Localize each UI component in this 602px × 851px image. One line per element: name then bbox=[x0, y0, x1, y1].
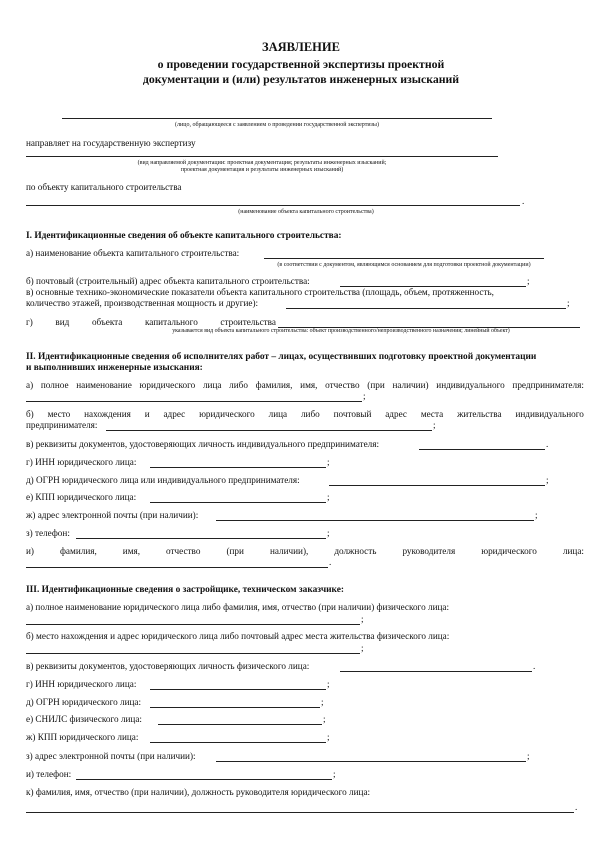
s1-g-word: вид bbox=[55, 317, 70, 327]
s1-v-field[interactable] bbox=[286, 308, 566, 309]
s3-k-end: . bbox=[575, 802, 578, 812]
s1-v-end: ; bbox=[567, 298, 570, 308]
s1-v-label-1: в) основные технико-экономические показатели объекта капитального строительства (площадь, объем, протяженность, bbox=[26, 287, 494, 297]
applicant-caption: (лицо, обращающееся с заявлением о проведении государственной экспертизы) bbox=[175, 122, 379, 128]
s1-b-label: б) почтовый (строительный) адрес объекта капитального строительства: bbox=[26, 276, 310, 286]
s1-g-word: капитального bbox=[144, 317, 198, 327]
s2-a-word: лица bbox=[202, 380, 222, 390]
s2-e-field[interactable] bbox=[150, 502, 326, 503]
s2-a-word: фамилия, bbox=[255, 380, 293, 390]
s2-b-word: почтовый bbox=[333, 409, 372, 419]
s2-v-label: в) реквизиты документов, удостоверяющих личность индивидуального предпринимателя: bbox=[26, 439, 380, 449]
s2-a-field[interactable] bbox=[26, 401, 362, 402]
s2-i-word: наличии), bbox=[269, 546, 309, 556]
s2-a-word: (при bbox=[367, 380, 385, 390]
s2-a-word: предпринимателя: bbox=[512, 380, 584, 390]
s2-b-end: ; bbox=[433, 420, 436, 430]
s2-v-field[interactable] bbox=[419, 449, 545, 450]
s2-v-end: . bbox=[546, 439, 549, 449]
s2-zh-field[interactable] bbox=[216, 520, 534, 521]
documentation-type-field[interactable] bbox=[26, 156, 498, 157]
documentation-type-caption-1: (вид направляемой документации: проектная документация; результаты инженерных изысканий; bbox=[137, 160, 387, 166]
s1-b-end: ; bbox=[527, 276, 530, 286]
s2-b-word: адрес bbox=[163, 409, 186, 419]
s3-g-label: г) ИНН юридического лица: bbox=[26, 679, 137, 689]
s2-i-field[interactable] bbox=[26, 567, 328, 568]
s2-b-word: лица bbox=[268, 409, 288, 419]
s3-k-field[interactable] bbox=[26, 812, 574, 813]
s2-i-word: отчество bbox=[166, 546, 201, 556]
s1-g-caption: указывается вид объекта капитального строительства: объект производственного/непроизводственного назначения; линейный объект) bbox=[172, 328, 510, 334]
s2-e-label: е) КПП юридического лица: bbox=[26, 492, 137, 502]
s2-i-word: фамилия, bbox=[59, 546, 97, 556]
s2-z-end: ; bbox=[327, 528, 330, 538]
s2-a-word: имя, bbox=[300, 380, 318, 390]
s3-e-label: е) СНИЛС физического лица: bbox=[26, 714, 142, 724]
object-name-caption: (наименование объекта капитального строительства) bbox=[238, 209, 374, 215]
documentation-type-caption-2: проектная документация и результаты инженерных изысканий) bbox=[180, 167, 344, 173]
s2-i-word: лица: bbox=[562, 546, 584, 556]
s1-a-field[interactable] bbox=[264, 258, 544, 259]
s3-b-end: ; bbox=[361, 643, 364, 653]
s2-d-end: ; bbox=[546, 475, 549, 485]
section-1-heading: I. Идентификационные сведения об объекте капитального строительства: bbox=[26, 231, 342, 241]
s2-g-end: ; bbox=[327, 457, 330, 467]
s2-a-word: юридического bbox=[139, 380, 196, 390]
s2-z-field[interactable] bbox=[76, 538, 326, 539]
s2-i-word: и) bbox=[26, 546, 34, 556]
s3-b-label: б) место нахождения и адрес юридического лица либо почтовый адрес места жительства физического лица: bbox=[26, 631, 450, 641]
s2-a-word: либо bbox=[229, 380, 248, 390]
s3-g-field[interactable] bbox=[150, 689, 326, 690]
s2-i-word: юридического bbox=[481, 546, 537, 556]
s2-i-word: должность bbox=[334, 546, 377, 556]
object-name-end: . bbox=[522, 196, 525, 206]
s2-e-end: ; bbox=[327, 492, 330, 502]
section-2-heading-line-2: и выполнивших инженерные изыскания: bbox=[26, 363, 203, 373]
s3-g-end: ; bbox=[327, 679, 330, 689]
s3-v-end: . bbox=[533, 661, 536, 671]
object-label: по объекту капитального строительства bbox=[26, 182, 182, 192]
s2-g-field[interactable] bbox=[150, 467, 326, 468]
s2-b-word: адрес bbox=[385, 409, 407, 419]
s2-zh-label: ж) адрес электронной почты (при наличии): bbox=[26, 510, 199, 520]
s3-d-end: ; bbox=[321, 697, 324, 707]
s2-g-label: г) ИНН юридического лица: bbox=[26, 457, 137, 467]
s3-i-field[interactable] bbox=[76, 779, 332, 780]
document-subtitle-line-1: о проведении государственной экспертизы проектной bbox=[157, 57, 445, 71]
s3-d-label: д) ОГРН юридического лица: bbox=[26, 697, 142, 707]
s3-zh-end: ; bbox=[327, 732, 330, 742]
s3-v-field[interactable] bbox=[340, 671, 532, 672]
s3-e-end: ; bbox=[323, 714, 326, 724]
s2-i-word: руководителя bbox=[402, 546, 456, 556]
applicant-field[interactable] bbox=[62, 118, 492, 119]
s3-i-label: и) телефон: bbox=[26, 769, 72, 779]
s2-b-word: места bbox=[420, 409, 444, 419]
document-title: ЗАЯВЛЕНИЕ bbox=[262, 40, 340, 54]
s3-a-label: а) полное наименование юридического лица либо фамилия, имя, отчество (при наличии) физического лица: bbox=[26, 602, 450, 612]
s2-zh-end: ; bbox=[535, 510, 538, 520]
s2-b-word: б) bbox=[26, 409, 34, 419]
object-name-field[interactable] bbox=[26, 205, 520, 206]
s2-a-word: отчество bbox=[325, 380, 360, 390]
s1-g-word: строительства bbox=[220, 317, 276, 327]
s2-b-word: индивидуального bbox=[515, 409, 584, 419]
s3-zh-field[interactable] bbox=[150, 742, 326, 743]
s1-a-label: а) наименование объекта капитального строительства: bbox=[26, 248, 240, 258]
s3-z-label: з) адрес электронной почты (при наличии): bbox=[26, 751, 196, 761]
s3-z-field[interactable] bbox=[216, 761, 526, 762]
s3-k-label: к) фамилия, имя, отчество (при наличии), должность руководителя юридического лица: bbox=[26, 787, 371, 797]
s2-i-end: . bbox=[329, 557, 332, 567]
section-2-heading-line-1: II. Идентификационные сведения об исполнителях работ – лицах, осуществивших подготовку проектной документации bbox=[26, 352, 537, 362]
s2-b-field[interactable] bbox=[106, 430, 432, 431]
s1-g-word: объекта bbox=[91, 317, 123, 327]
s2-a-word: наличии) bbox=[392, 380, 429, 390]
directs-label: направляет на государственную экспертизу bbox=[26, 138, 196, 148]
s3-d-field[interactable] bbox=[150, 707, 320, 708]
s2-i-word: имя, bbox=[122, 546, 141, 556]
s2-b-word: юридического bbox=[199, 409, 255, 419]
s1-a-caption: (в соответствии с документом, являющимся основанием для подготовки проектной документации) bbox=[277, 262, 531, 268]
s2-a-end: ; bbox=[363, 391, 366, 401]
s2-b-label-2: предпринимателя: bbox=[26, 420, 98, 430]
s2-b-label bbox=[26, 409, 584, 420]
s1-g-label bbox=[26, 317, 276, 328]
s3-a-end: ; bbox=[361, 614, 364, 624]
s2-a-word: а) bbox=[26, 380, 34, 390]
s3-i-end: ; bbox=[333, 769, 336, 779]
s1-v-label-2: количество этажей, производственная мощность и другие): bbox=[26, 298, 259, 308]
section-3-heading: III. Идентификационные сведения о застройщике, техническом заказчике: bbox=[26, 585, 345, 595]
s3-a-field[interactable] bbox=[26, 624, 360, 625]
s2-b-word: либо bbox=[300, 409, 320, 419]
s2-i-label bbox=[26, 546, 584, 557]
s2-a-label bbox=[26, 380, 584, 391]
s3-z-end: ; bbox=[527, 751, 530, 761]
s1-g-word: г) bbox=[26, 317, 33, 327]
s3-zh-label: ж) КПП юридического лица: bbox=[26, 732, 139, 742]
s3-b-field[interactable] bbox=[26, 653, 360, 654]
s2-i-word: (при bbox=[226, 546, 244, 556]
s2-a-word: наименование bbox=[76, 380, 132, 390]
s2-a-word: индивидуального bbox=[436, 380, 505, 390]
s2-z-label: з) телефон: bbox=[26, 528, 70, 538]
s2-d-label: д) ОГРН юридического лица или индивидуального предпринимателя: bbox=[26, 475, 300, 485]
s2-b-word: жительства bbox=[457, 409, 502, 419]
document-subtitle-line-2: документации и (или) результатов инженерных изысканий bbox=[142, 72, 460, 86]
s2-a-word: полное bbox=[40, 380, 69, 390]
s2-b-word: и bbox=[144, 409, 150, 419]
s3-v-label: в) реквизиты документов, удостоверяющих личность физического лица: bbox=[26, 661, 310, 671]
s2-d-field[interactable] bbox=[329, 485, 545, 486]
s3-e-field[interactable] bbox=[158, 724, 322, 725]
s2-b-word: место bbox=[47, 409, 71, 419]
s2-b-word: нахождения bbox=[84, 409, 131, 419]
